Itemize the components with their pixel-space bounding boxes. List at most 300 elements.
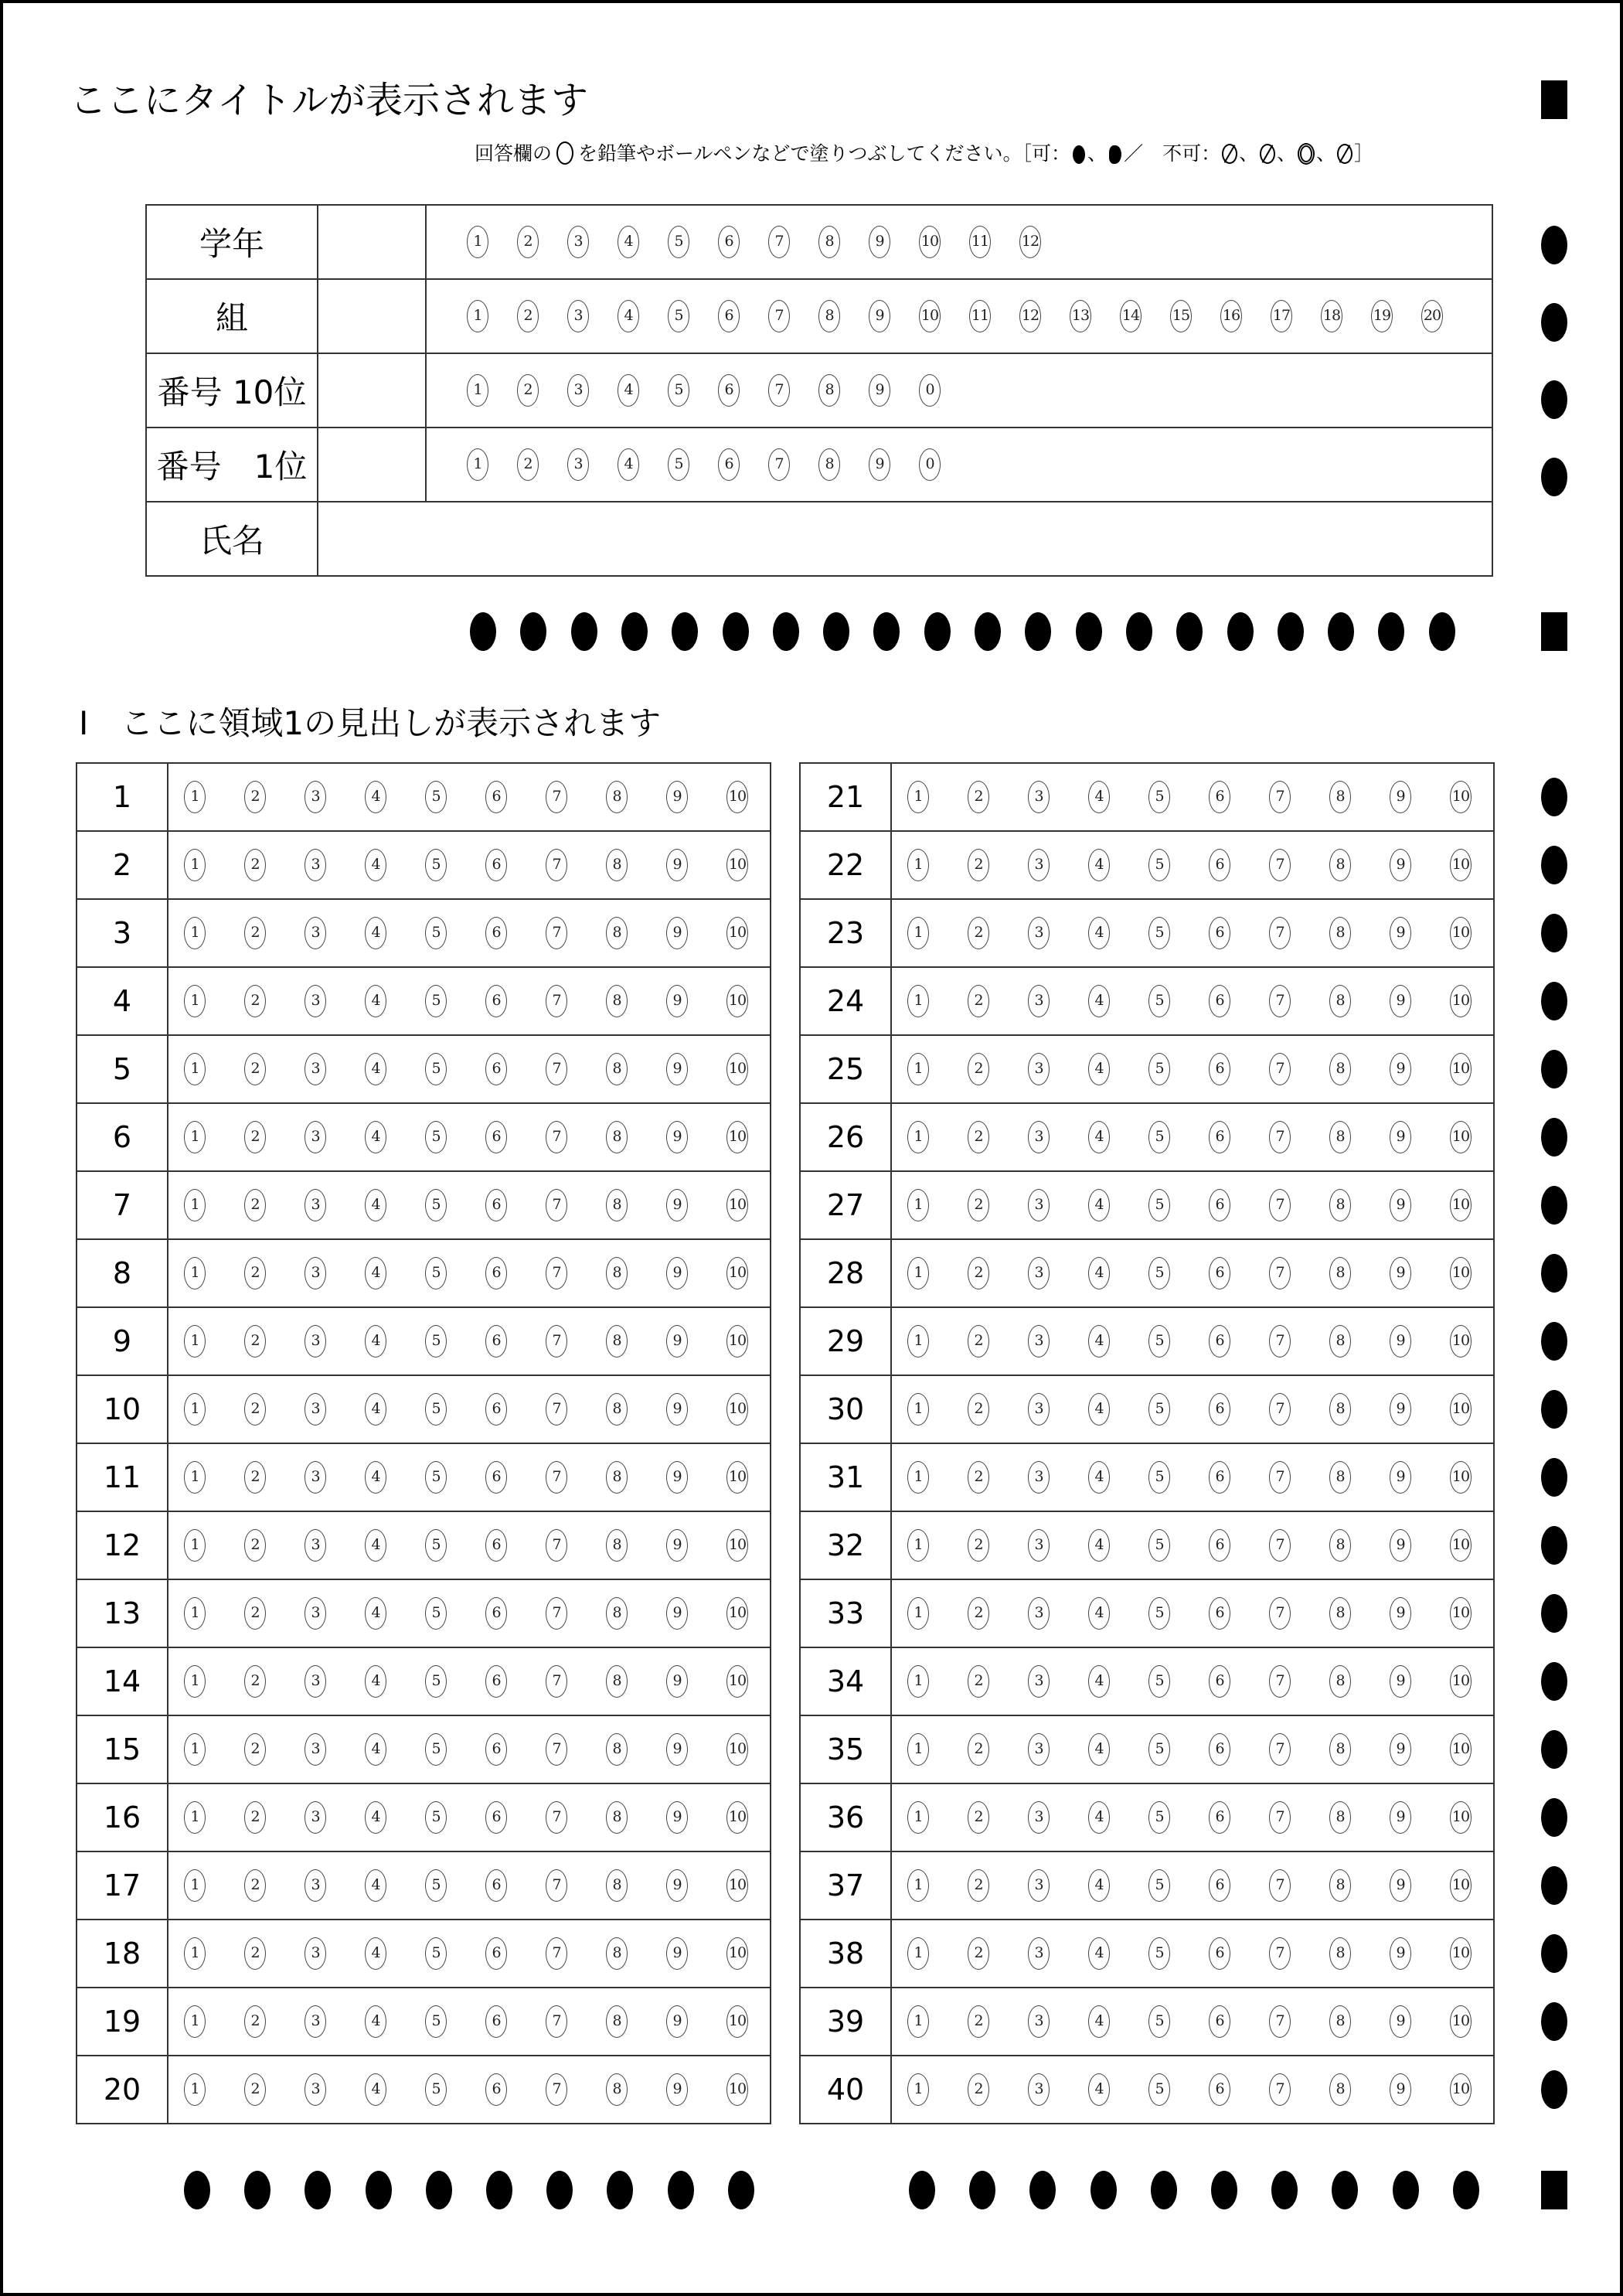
answer-bubble[interactable]: 1: [184, 849, 206, 881]
answer-bubble[interactable]: 4: [1088, 1189, 1110, 1221]
answer-bubble[interactable]: 9: [1390, 2073, 1411, 2106]
answer-bubble[interactable]: 5: [1148, 1937, 1170, 1970]
answer-bubble[interactable]: 1: [184, 781, 206, 813]
answer-bubble[interactable]: 9: [666, 1529, 688, 1562]
answer-bubble[interactable]: 2: [968, 2073, 989, 2106]
answer-bubble[interactable]: 8: [1329, 1053, 1351, 1085]
answer-bubble[interactable]: 9: [666, 1937, 688, 1970]
answer-bubble[interactable]: 5: [425, 1393, 447, 1426]
answer-bubble[interactable]: 6: [1209, 1189, 1230, 1221]
answer-bubble[interactable]: 2: [244, 1257, 266, 1289]
answer-bubble[interactable]: 5: [1148, 1869, 1170, 1902]
answer-bubble[interactable]: 7: [546, 1121, 567, 1153]
answer-bubble[interactable]: 10: [726, 1121, 748, 1153]
answer-bubble[interactable]: 8: [1329, 985, 1351, 1017]
answer-bubble[interactable]: 1: [907, 1937, 929, 1970]
answer-bubble[interactable]: 6: [485, 1801, 507, 1834]
answer-bubble[interactable]: 8: [606, 781, 628, 813]
answer-bubble[interactable]: 9: [666, 1189, 688, 1221]
answer-bubble[interactable]: 2: [244, 781, 266, 813]
answer-bubble[interactable]: 3: [1028, 781, 1050, 813]
answer-bubble[interactable]: 10: [726, 781, 748, 813]
answer-bubble[interactable]: 4: [365, 2005, 386, 2038]
answer-bubble[interactable]: 8: [606, 1597, 628, 1630]
answer-bubble[interactable]: 8: [1329, 781, 1351, 813]
answer-bubble[interactable]: 6: [485, 1121, 507, 1153]
answer-bubble[interactable]: 6: [1209, 1869, 1230, 1902]
answer-bubble[interactable]: 2: [244, 917, 266, 949]
answer-bubble[interactable]: 6: [485, 1597, 507, 1630]
answer-bubble[interactable]: 10: [726, 1597, 748, 1630]
answer-bubble[interactable]: 9: [666, 1393, 688, 1426]
answer-bubble[interactable]: 4: [1088, 1597, 1110, 1630]
answer-bubble[interactable]: 8: [606, 1665, 628, 1698]
answer-bubble[interactable]: 7: [768, 226, 790, 258]
answer-bubble[interactable]: 13: [1070, 300, 1091, 332]
answer-bubble[interactable]: 1: [184, 2073, 206, 2106]
answer-bubble[interactable]: 3: [1028, 1121, 1050, 1153]
answer-bubble[interactable]: 3: [1028, 1257, 1050, 1289]
answer-bubble[interactable]: 20: [1421, 300, 1443, 332]
answer-bubble[interactable]: 5: [425, 1189, 447, 1221]
answer-bubble[interactable]: 4: [1088, 781, 1110, 813]
answer-bubble[interactable]: 3: [1028, 1869, 1050, 1902]
answer-bubble[interactable]: 1: [907, 1325, 929, 1358]
answer-bubble[interactable]: 2: [244, 1121, 266, 1153]
answer-bubble[interactable]: 1: [184, 1257, 206, 1289]
answer-bubble[interactable]: 10: [726, 1869, 748, 1902]
answer-bubble[interactable]: 3: [1028, 2073, 1050, 2106]
answer-bubble[interactable]: 4: [1088, 985, 1110, 1017]
answer-bubble[interactable]: 5: [425, 917, 447, 949]
answer-bubble[interactable]: 9: [1390, 2005, 1411, 2038]
answer-bubble[interactable]: 1: [184, 1393, 206, 1426]
answer-bubble[interactable]: 2: [244, 1937, 266, 1970]
answer-bubble[interactable]: 7: [1269, 849, 1291, 881]
answer-bubble[interactable]: 8: [606, 1121, 628, 1153]
answer-bubble[interactable]: 8: [818, 448, 840, 481]
answer-bubble[interactable]: 10: [726, 849, 748, 881]
answer-bubble[interactable]: 7: [1269, 985, 1291, 1017]
answer-bubble[interactable]: 7: [768, 374, 790, 407]
answer-bubble[interactable]: 5: [425, 1461, 447, 1494]
answer-bubble[interactable]: 3: [567, 226, 589, 258]
answer-bubble[interactable]: 7: [768, 448, 790, 481]
answer-bubble[interactable]: 9: [869, 374, 890, 407]
answer-bubble[interactable]: 2: [244, 849, 266, 881]
answer-bubble[interactable]: 1: [907, 1665, 929, 1698]
answer-bubble[interactable]: 7: [546, 1733, 567, 1766]
answer-bubble[interactable]: 8: [1329, 1121, 1351, 1153]
answer-bubble[interactable]: 14: [1120, 300, 1142, 332]
answer-bubble[interactable]: 10: [1450, 1325, 1472, 1358]
answer-bubble[interactable]: 1: [184, 1121, 206, 1153]
answer-bubble[interactable]: 5: [425, 1597, 447, 1630]
answer-bubble[interactable]: 2: [244, 1189, 266, 1221]
answer-bubble[interactable]: 6: [1209, 1121, 1230, 1153]
answer-bubble[interactable]: 2: [244, 1053, 266, 1085]
answer-bubble[interactable]: 8: [1329, 1937, 1351, 1970]
answer-bubble[interactable]: 1: [907, 2073, 929, 2106]
answer-bubble[interactable]: 2: [968, 849, 989, 881]
answer-bubble[interactable]: 7: [1269, 1121, 1291, 1153]
answer-bubble[interactable]: 1: [467, 448, 488, 481]
answer-bubble[interactable]: 8: [606, 1393, 628, 1426]
answer-bubble[interactable]: 10: [1450, 849, 1472, 881]
answer-bubble[interactable]: 2: [968, 2005, 989, 2038]
answer-bubble[interactable]: 4: [365, 1937, 386, 1970]
answer-bubble[interactable]: 4: [1088, 1665, 1110, 1698]
answer-bubble[interactable]: 1: [907, 849, 929, 881]
answer-bubble[interactable]: 3: [305, 1325, 326, 1358]
answer-bubble[interactable]: 7: [546, 1325, 567, 1358]
answer-bubble[interactable]: 8: [1329, 1461, 1351, 1494]
answer-bubble[interactable]: 3: [305, 2073, 326, 2106]
answer-bubble[interactable]: 6: [1209, 1325, 1230, 1358]
answer-bubble[interactable]: 5: [1148, 1325, 1170, 1358]
answer-bubble[interactable]: 9: [666, 1801, 688, 1834]
answer-bubble[interactable]: 7: [1269, 1665, 1291, 1698]
answer-bubble[interactable]: 2: [968, 1869, 989, 1902]
answer-bubble[interactable]: 7: [1269, 1801, 1291, 1834]
answer-bubble[interactable]: 5: [425, 1053, 447, 1085]
answer-bubble[interactable]: 9: [869, 448, 890, 481]
answer-bubble[interactable]: 1: [184, 1189, 206, 1221]
answer-bubble[interactable]: 2: [244, 1461, 266, 1494]
answer-bubble[interactable]: 1: [907, 1189, 929, 1221]
answer-bubble[interactable]: 5: [1148, 1121, 1170, 1153]
answer-bubble[interactable]: 5: [1148, 1053, 1170, 1085]
answer-bubble[interactable]: 6: [1209, 1665, 1230, 1698]
answer-bubble[interactable]: 8: [606, 917, 628, 949]
answer-bubble[interactable]: 6: [485, 985, 507, 1017]
answer-bubble[interactable]: 10: [726, 1461, 748, 1494]
answer-bubble[interactable]: 4: [365, 917, 386, 949]
answer-bubble[interactable]: 6: [1209, 849, 1230, 881]
answer-bubble[interactable]: 2: [244, 1597, 266, 1630]
answer-bubble[interactable]: 7: [1269, 2005, 1291, 2038]
answer-bubble[interactable]: 1: [184, 1053, 206, 1085]
answer-bubble[interactable]: 10: [1450, 1053, 1472, 1085]
answer-bubble[interactable]: 9: [666, 917, 688, 949]
answer-bubble[interactable]: 10: [1450, 1189, 1472, 1221]
answer-bubble[interactable]: 1: [907, 1597, 929, 1630]
answer-bubble[interactable]: 4: [365, 1053, 386, 1085]
answer-bubble[interactable]: 5: [425, 781, 447, 813]
answer-bubble[interactable]: 3: [305, 1257, 326, 1289]
answer-bubble[interactable]: 9: [1390, 1461, 1411, 1494]
answer-bubble[interactable]: 4: [1088, 1869, 1110, 1902]
answer-bubble[interactable]: 10: [1450, 1529, 1472, 1562]
answer-bubble[interactable]: 10: [726, 1325, 748, 1358]
answer-bubble[interactable]: 4: [1088, 2005, 1110, 2038]
answer-bubble[interactable]: 6: [1209, 1053, 1230, 1085]
answer-bubble[interactable]: 6: [1209, 1597, 1230, 1630]
answer-bubble[interactable]: 4: [365, 1733, 386, 1766]
answer-bubble[interactable]: 4: [365, 1869, 386, 1902]
answer-bubble[interactable]: 4: [618, 374, 639, 407]
answer-bubble[interactable]: 2: [244, 985, 266, 1017]
answer-bubble[interactable]: 0: [919, 374, 941, 407]
answer-bubble[interactable]: 4: [1088, 1529, 1110, 1562]
answer-bubble[interactable]: 3: [305, 1937, 326, 1970]
answer-bubble[interactable]: 7: [1269, 1937, 1291, 1970]
answer-bubble[interactable]: 9: [666, 1325, 688, 1358]
answer-bubble[interactable]: 9: [1390, 1189, 1411, 1221]
answer-bubble[interactable]: 7: [546, 1597, 567, 1630]
answer-bubble[interactable]: 5: [425, 1869, 447, 1902]
answer-bubble[interactable]: 4: [1088, 1325, 1110, 1358]
answer-bubble[interactable]: 1: [907, 1733, 929, 1766]
answer-bubble[interactable]: 6: [718, 226, 740, 258]
answer-bubble[interactable]: 2: [517, 374, 539, 407]
answer-bubble[interactable]: 5: [1148, 1529, 1170, 1562]
answer-bubble[interactable]: 3: [1028, 2005, 1050, 2038]
answer-bubble[interactable]: 7: [768, 300, 790, 332]
answer-bubble[interactable]: 8: [606, 1257, 628, 1289]
answer-bubble[interactable]: 9: [1390, 1121, 1411, 1153]
answer-bubble[interactable]: 9: [1390, 1869, 1411, 1902]
answer-bubble[interactable]: 10: [726, 917, 748, 949]
answer-bubble[interactable]: 5: [1148, 1257, 1170, 1289]
answer-bubble[interactable]: 3: [305, 1053, 326, 1085]
answer-bubble[interactable]: 1: [907, 2005, 929, 2038]
answer-bubble[interactable]: 6: [485, 1053, 507, 1085]
answer-bubble[interactable]: 6: [1209, 2073, 1230, 2106]
answer-bubble[interactable]: 1: [907, 917, 929, 949]
answer-bubble[interactable]: 7: [1269, 1053, 1291, 1085]
answer-bubble[interactable]: 10: [1450, 1257, 1472, 1289]
answer-bubble[interactable]: 2: [968, 1121, 989, 1153]
answer-bubble[interactable]: 7: [546, 849, 567, 881]
answer-bubble[interactable]: 8: [606, 849, 628, 881]
answer-bubble[interactable]: 1: [184, 1869, 206, 1902]
answer-bubble[interactable]: 6: [718, 448, 740, 481]
answer-bubble[interactable]: 15: [1170, 300, 1192, 332]
answer-bubble[interactable]: 2: [244, 1665, 266, 1698]
answer-bubble[interactable]: 8: [606, 1937, 628, 1970]
answer-bubble[interactable]: 3: [1028, 1937, 1050, 1970]
answer-bubble[interactable]: 4: [1088, 2073, 1110, 2106]
answer-bubble[interactable]: 4: [1088, 1053, 1110, 1085]
answer-bubble[interactable]: 9: [666, 781, 688, 813]
answer-bubble[interactable]: 5: [1148, 1733, 1170, 1766]
answer-bubble[interactable]: 6: [485, 1325, 507, 1358]
answer-bubble[interactable]: 3: [305, 1665, 326, 1698]
answer-bubble[interactable]: 10: [1450, 1937, 1472, 1970]
answer-bubble[interactable]: 1: [907, 781, 929, 813]
answer-bubble[interactable]: 4: [1088, 849, 1110, 881]
answer-bubble[interactable]: 4: [1088, 1257, 1110, 1289]
answer-bubble[interactable]: 6: [485, 781, 507, 813]
answer-bubble[interactable]: 3: [1028, 1597, 1050, 1630]
answer-bubble[interactable]: 5: [1148, 1189, 1170, 1221]
answer-bubble[interactable]: 8: [1329, 1189, 1351, 1221]
answer-bubble[interactable]: 4: [365, 1121, 386, 1153]
answer-bubble[interactable]: 7: [546, 1393, 567, 1426]
answer-bubble[interactable]: 2: [517, 226, 539, 258]
answer-bubble[interactable]: 3: [305, 1869, 326, 1902]
answer-bubble[interactable]: 4: [365, 2073, 386, 2106]
answer-bubble[interactable]: 3: [1028, 1665, 1050, 1698]
answer-bubble[interactable]: 9: [666, 1869, 688, 1902]
answer-bubble[interactable]: 7: [546, 1801, 567, 1834]
answer-bubble[interactable]: 6: [485, 2073, 507, 2106]
answer-bubble[interactable]: 3: [1028, 1189, 1050, 1221]
answer-bubble[interactable]: 5: [1148, 1665, 1170, 1698]
answer-bubble[interactable]: 10: [1450, 1121, 1472, 1153]
answer-bubble[interactable]: 10: [1450, 1597, 1472, 1630]
answer-bubble[interactable]: 9: [869, 300, 890, 332]
answer-bubble[interactable]: 1: [184, 1325, 206, 1358]
answer-bubble[interactable]: 3: [305, 1733, 326, 1766]
answer-bubble[interactable]: 4: [365, 1189, 386, 1221]
answer-bubble[interactable]: 6: [485, 1937, 507, 1970]
answer-bubble[interactable]: 10: [1450, 1393, 1472, 1426]
answer-bubble[interactable]: 2: [517, 300, 539, 332]
answer-bubble[interactable]: 2: [968, 1325, 989, 1358]
answer-bubble[interactable]: 5: [1148, 2005, 1170, 2038]
answer-bubble[interactable]: 10: [1450, 1665, 1472, 1698]
answer-bubble[interactable]: 3: [305, 1801, 326, 1834]
answer-bubble[interactable]: 3: [567, 448, 589, 481]
answer-bubble[interactable]: 1: [907, 1053, 929, 1085]
answer-bubble[interactable]: 8: [606, 1053, 628, 1085]
answer-bubble[interactable]: 10: [919, 300, 941, 332]
answer-bubble[interactable]: 3: [305, 1597, 326, 1630]
answer-bubble[interactable]: 10: [1450, 917, 1472, 949]
answer-bubble[interactable]: 8: [1329, 1733, 1351, 1766]
answer-bubble[interactable]: 2: [244, 1869, 266, 1902]
answer-bubble[interactable]: 9: [1390, 1597, 1411, 1630]
answer-bubble[interactable]: 12: [1019, 300, 1041, 332]
answer-bubble[interactable]: 6: [1209, 1801, 1230, 1834]
answer-bubble[interactable]: 5: [668, 300, 689, 332]
answer-bubble[interactable]: 9: [666, 1461, 688, 1494]
answer-bubble[interactable]: 5: [1148, 849, 1170, 881]
answer-bubble[interactable]: 8: [1329, 1257, 1351, 1289]
answer-bubble[interactable]: 7: [1269, 1393, 1291, 1426]
answer-bubble[interactable]: 9: [666, 2005, 688, 2038]
answer-bubble[interactable]: 9: [666, 1733, 688, 1766]
answer-bubble[interactable]: 10: [726, 1801, 748, 1834]
answer-bubble[interactable]: 5: [1148, 1393, 1170, 1426]
answer-bubble[interactable]: 3: [305, 2005, 326, 2038]
answer-bubble[interactable]: 7: [1269, 1189, 1291, 1221]
answer-bubble[interactable]: 4: [365, 1257, 386, 1289]
answer-bubble[interactable]: 8: [1329, 849, 1351, 881]
answer-bubble[interactable]: 6: [485, 1733, 507, 1766]
answer-bubble[interactable]: 10: [726, 1189, 748, 1221]
answer-bubble[interactable]: 4: [1088, 1937, 1110, 1970]
answer-bubble[interactable]: 10: [1450, 781, 1472, 813]
answer-bubble[interactable]: 9: [1390, 1053, 1411, 1085]
answer-bubble[interactable]: 3: [567, 300, 589, 332]
answer-bubble[interactable]: 5: [1148, 1801, 1170, 1834]
answer-bubble[interactable]: 6: [1209, 1937, 1230, 1970]
answer-bubble[interactable]: 1: [184, 1801, 206, 1834]
answer-bubble[interactable]: 5: [425, 1665, 447, 1698]
answer-bubble[interactable]: 6: [485, 1869, 507, 1902]
answer-bubble[interactable]: 3: [305, 917, 326, 949]
answer-bubble[interactable]: 7: [546, 1461, 567, 1494]
answer-bubble[interactable]: 6: [1209, 1733, 1230, 1766]
answer-bubble[interactable]: 5: [668, 226, 689, 258]
answer-bubble[interactable]: 7: [546, 1665, 567, 1698]
answer-bubble[interactable]: 19: [1371, 300, 1393, 332]
answer-bubble[interactable]: 10: [1450, 2073, 1472, 2106]
answer-bubble[interactable]: 3: [305, 1529, 326, 1562]
answer-bubble[interactable]: 9: [1390, 849, 1411, 881]
answer-bubble[interactable]: 9: [1390, 1937, 1411, 1970]
answer-bubble[interactable]: 10: [1450, 1801, 1472, 1834]
answer-bubble[interactable]: 8: [606, 985, 628, 1017]
answer-bubble[interactable]: 1: [184, 1733, 206, 1766]
answer-bubble[interactable]: 6: [1209, 985, 1230, 1017]
answer-bubble[interactable]: 5: [668, 448, 689, 481]
answer-bubble[interactable]: 8: [606, 1733, 628, 1766]
answer-bubble[interactable]: 3: [1028, 917, 1050, 949]
answer-bubble[interactable]: 1: [907, 1461, 929, 1494]
answer-bubble[interactable]: 8: [606, 1869, 628, 1902]
answer-bubble[interactable]: 8: [606, 1529, 628, 1562]
answer-bubble[interactable]: 6: [1209, 1461, 1230, 1494]
answer-bubble[interactable]: 10: [1450, 1461, 1472, 1494]
answer-bubble[interactable]: 8: [1329, 1801, 1351, 1834]
answer-bubble[interactable]: 9: [1390, 1665, 1411, 1698]
answer-bubble[interactable]: 7: [546, 1257, 567, 1289]
answer-bubble[interactable]: 5: [1148, 917, 1170, 949]
answer-bubble[interactable]: 7: [1269, 781, 1291, 813]
answer-bubble[interactable]: 5: [425, 1325, 447, 1358]
answer-bubble[interactable]: 3: [305, 985, 326, 1017]
answer-bubble[interactable]: 7: [546, 917, 567, 949]
answer-bubble[interactable]: 9: [1390, 1325, 1411, 1358]
answer-bubble[interactable]: 10: [726, 1053, 748, 1085]
answer-bubble[interactable]: 4: [365, 849, 386, 881]
answer-bubble[interactable]: 6: [485, 1189, 507, 1221]
answer-bubble[interactable]: 8: [1329, 2073, 1351, 2106]
answer-bubble[interactable]: 2: [244, 1529, 266, 1562]
answer-bubble[interactable]: 9: [1390, 917, 1411, 949]
answer-bubble[interactable]: 9: [1390, 985, 1411, 1017]
answer-bubble[interactable]: 2: [968, 781, 989, 813]
answer-bubble[interactable]: 9: [666, 849, 688, 881]
answer-bubble[interactable]: 1: [907, 1869, 929, 1902]
answer-bubble[interactable]: 1: [467, 300, 488, 332]
answer-bubble[interactable]: 4: [618, 448, 639, 481]
answer-bubble[interactable]: 8: [818, 374, 840, 407]
answer-bubble[interactable]: 7: [546, 781, 567, 813]
answer-bubble[interactable]: 3: [1028, 1801, 1050, 1834]
answer-bubble[interactable]: 3: [1028, 985, 1050, 1017]
answer-bubble[interactable]: 2: [968, 1801, 989, 1834]
answer-bubble[interactable]: 17: [1271, 300, 1292, 332]
answer-bubble[interactable]: 1: [467, 226, 488, 258]
answer-bubble[interactable]: 8: [606, 1461, 628, 1494]
answer-bubble[interactable]: 11: [969, 300, 991, 332]
answer-bubble[interactable]: 9: [666, 1257, 688, 1289]
answer-bubble[interactable]: 3: [305, 781, 326, 813]
answer-bubble[interactable]: 7: [1269, 1461, 1291, 1494]
answer-bubble[interactable]: 2: [968, 1461, 989, 1494]
answer-bubble[interactable]: 8: [1329, 1325, 1351, 1358]
answer-bubble[interactable]: 4: [365, 985, 386, 1017]
answer-bubble[interactable]: 10: [1450, 985, 1472, 1017]
answer-bubble[interactable]: 1: [184, 1529, 206, 1562]
answer-bubble[interactable]: 10: [726, 2073, 748, 2106]
answer-bubble[interactable]: 4: [365, 1597, 386, 1630]
